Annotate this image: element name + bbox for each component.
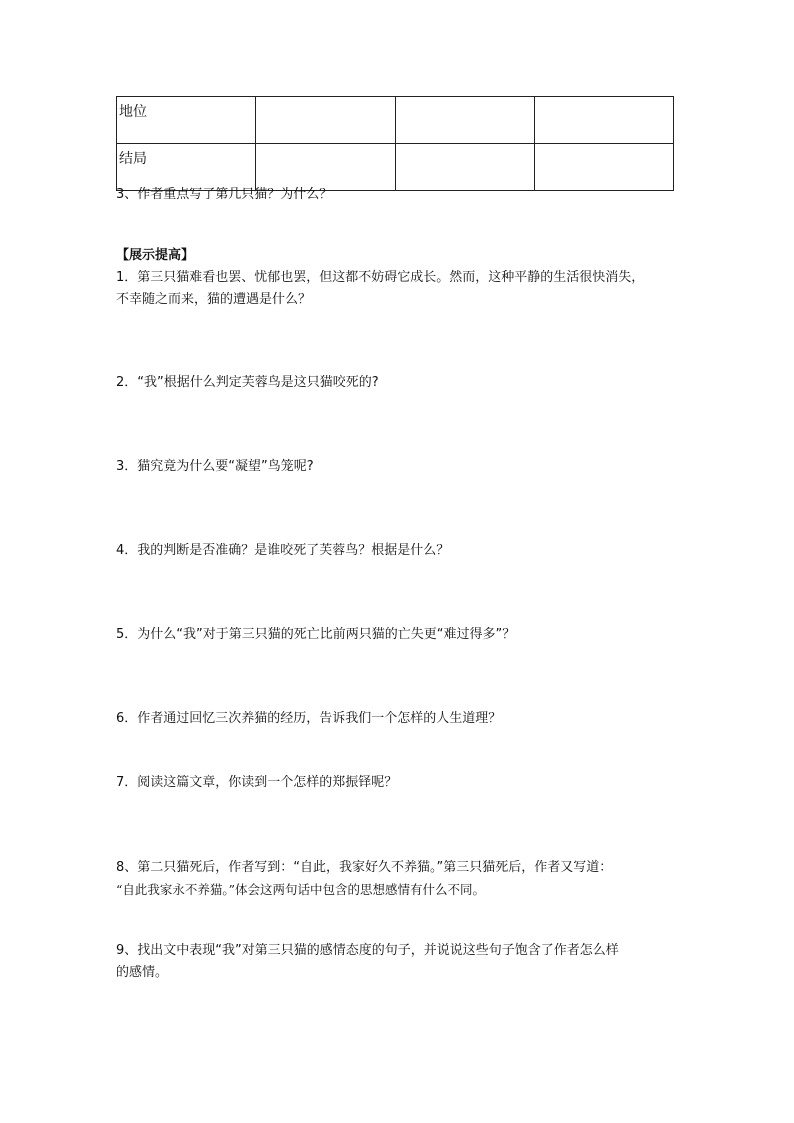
question-9-line-2: 的感情。 <box>116 965 169 980</box>
cat-comparison-table <box>116 96 674 191</box>
question-3-focus: 3、作者重点写了第几只猫？为什么？ <box>116 187 333 202</box>
question-6: 6．作者通过回忆三次养猫的经历，告诉我们一个怎样的人生道理？ <box>116 711 502 726</box>
table-cell <box>256 97 395 144</box>
question-5: 5．为什么“我”对于第三只猫的死亡比前两只猫的亡失更“难过得多”？ <box>116 627 516 642</box>
question-8-line-1: 8、第二只猫死后，作者写到：“自此，我家好久不养猫。”第三只猫死后，作者又写道： <box>116 860 613 875</box>
table-cell <box>395 97 534 144</box>
table-row <box>117 97 674 144</box>
question-1-line-2: 不幸随之而来，猫的遭遇是什么？ <box>116 292 312 307</box>
row-label-ending: 结局 <box>117 144 256 191</box>
question-1-line-1: 1．第三只猫难看也罢、忧郁也罢，但这都不妨碍它成长。然而，这种平静的生活很快消失， <box>116 270 645 285</box>
table-cell <box>534 97 673 144</box>
section-heading: 【展示提高】 <box>116 248 195 263</box>
question-2: 2．“我”根据什么判定芙蓉鸟是这只猫咬死的? <box>116 375 379 390</box>
question-9-line-1: 9、找出文中表现“我”对第三只猫的感情态度的句子，并说说这些句子饱含了作者怎么样 <box>116 943 619 958</box>
row-label-status: 地位 <box>117 97 256 144</box>
question-3: 3．猫究竟为什么要“凝望”鸟笼呢? <box>116 459 314 474</box>
question-8-line-2: “自此我家永不养猫。”体会这两句话中包含的思想感情有什么不同。 <box>116 882 486 897</box>
question-7: 7．阅读这篇文章，你读到一个怎样的郑振铎呢？ <box>116 775 398 790</box>
question-4: 4．我的判断是否准确？是谁咬死了芙蓉鸟？根据是什么？ <box>116 543 450 558</box>
